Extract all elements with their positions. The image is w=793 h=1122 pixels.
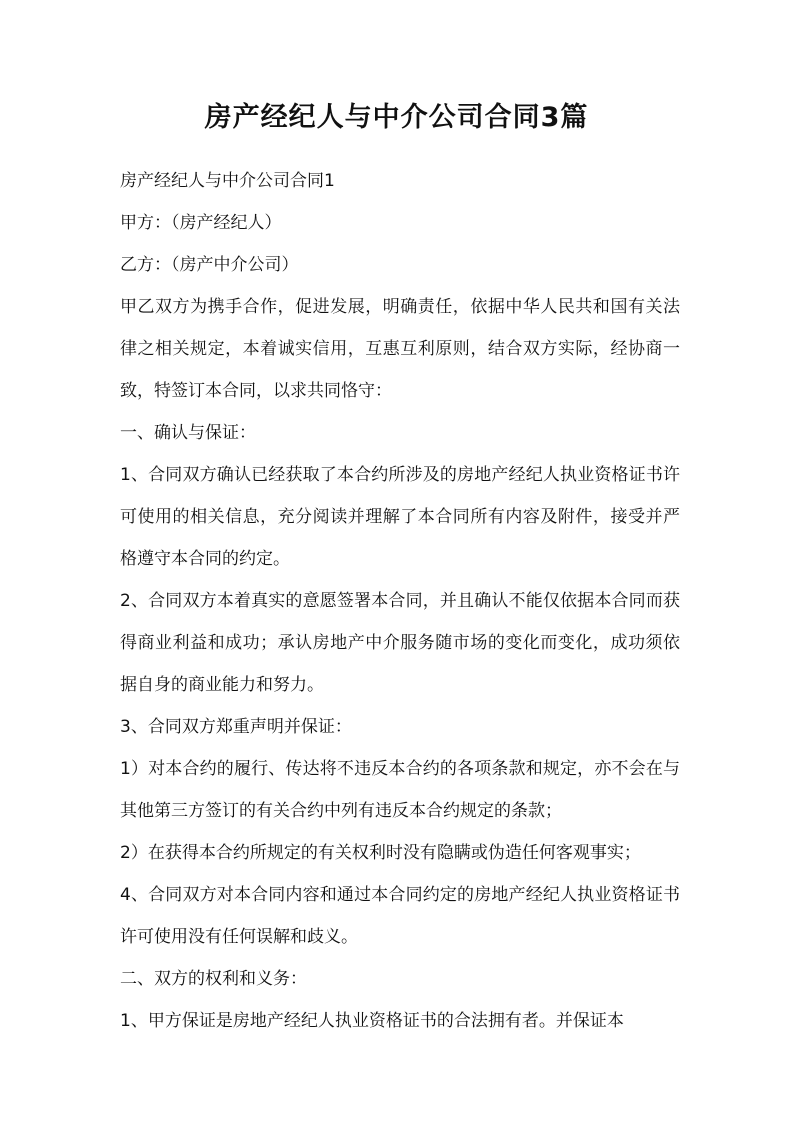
contract-heading: 房产经纪人与中介公司合同1	[120, 171, 335, 191]
clause-1-3-item-2: 2）在获得本合约所规定的有关权利时没有隐瞒或伪造任何客观事实；	[120, 843, 641, 863]
document-title: 房产经纪人与中介公司合同3篇	[204, 102, 589, 133]
clause-1-1: 1、合同双方确认已经获取了本合约所涉及的房地产经纪人执业资格证书许可使用的相关信息，充分阅读并理解了本合同所有内容及附件，接受并严格遵守本合同的约定。	[120, 465, 680, 569]
clause-1-3-item-1: 1）对本合约的履行、传达将不违反本合约的各项条款和规定，亦不会在与其他第三方签订的有关合约中列有违反本合约规定的条款；	[120, 759, 680, 821]
section-heading-confirmation: 一、确认与保证：	[120, 423, 256, 443]
document-body	[120, 160, 680, 1042]
party-a-line: 甲方：（房产经纪人）	[120, 213, 282, 233]
section-heading-rights-obligations: 二、双方的权利和义务：	[120, 969, 307, 989]
clause-1-4: 4、合同双方对本合同内容和通过本合同约定的房地产经纪人执业资格证书许可使用没有任何误解和歧义。	[120, 885, 680, 947]
clause-1-2: 2、合同双方本着真实的意愿签署本合同，并且确认不能仅依据本合同而获得商业利益和成功；承认房地产中介服务随市场的变化而变化，成功须依据自身的商业能力和努力。	[120, 591, 680, 695]
clause-1-3: 3、合同双方郑重声明并保证：	[120, 717, 352, 737]
clause-2-1: 1、甲方保证是房地产经纪人执业资格证书的合法拥有者。并保证本	[120, 1011, 624, 1031]
party-b-line: 乙方：（房产中介公司）	[120, 255, 299, 275]
preamble-paragraph: 甲乙双方为携手合作，促进发展，明确责任，依据中华人民共和国有关法律之相关规定，本着诚实信用，互惠互利原则，结合双方实际，经协商一致，特签订本合同，以求共同恪守：	[120, 297, 680, 401]
